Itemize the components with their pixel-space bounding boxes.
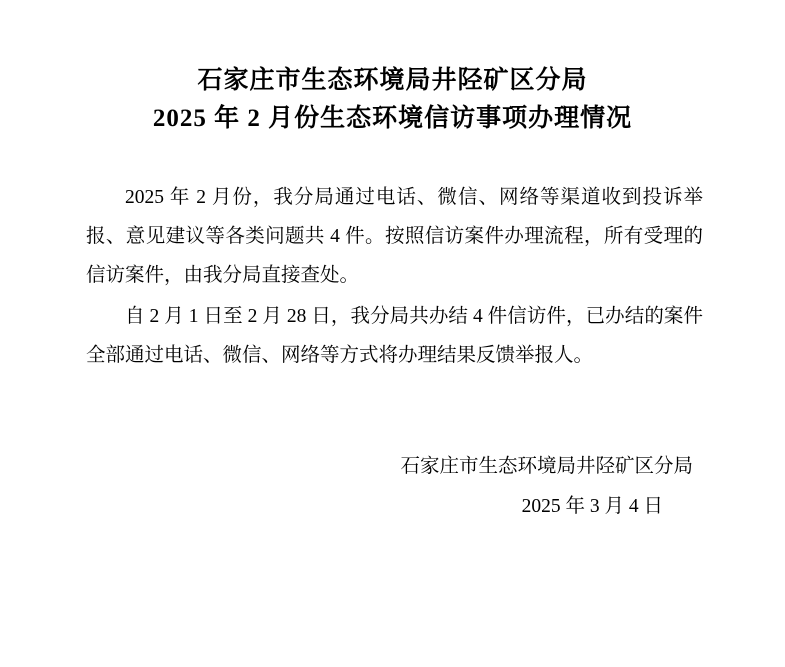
signature-date: 2025 年 3 月 4 日	[521, 496, 663, 517]
title-line-2: 2025 年 2 月份生态环境信访事项办理情况	[152, 105, 633, 132]
title-line-1: 石家庄市生态环境局井陉矿区分局	[197, 67, 588, 94]
body-paragraph-1: 2025 年 2 月份，我分局通过电话、微信、网络等渠道收到投诉举报、意见建议等各类问题共 4 件。按照信访案件办理流程，所有受理的信访案件，由我分局直接查处。	[86, 187, 703, 286]
body-paragraph-2: 自 2 月 1 日至 2 月 28 日，我分局共办结 4 件信访件，已办结的案件全部通过电话、微信、网络等方式将办理结果反馈举报人。	[86, 306, 703, 366]
document-signature	[0, 447, 785, 527]
signature-organization: 石家庄市生态环境局井陉矿区分局	[400, 456, 693, 477]
document-title	[0, 62, 785, 138]
document-body	[0, 178, 785, 375]
document-page	[0, 62, 785, 667]
